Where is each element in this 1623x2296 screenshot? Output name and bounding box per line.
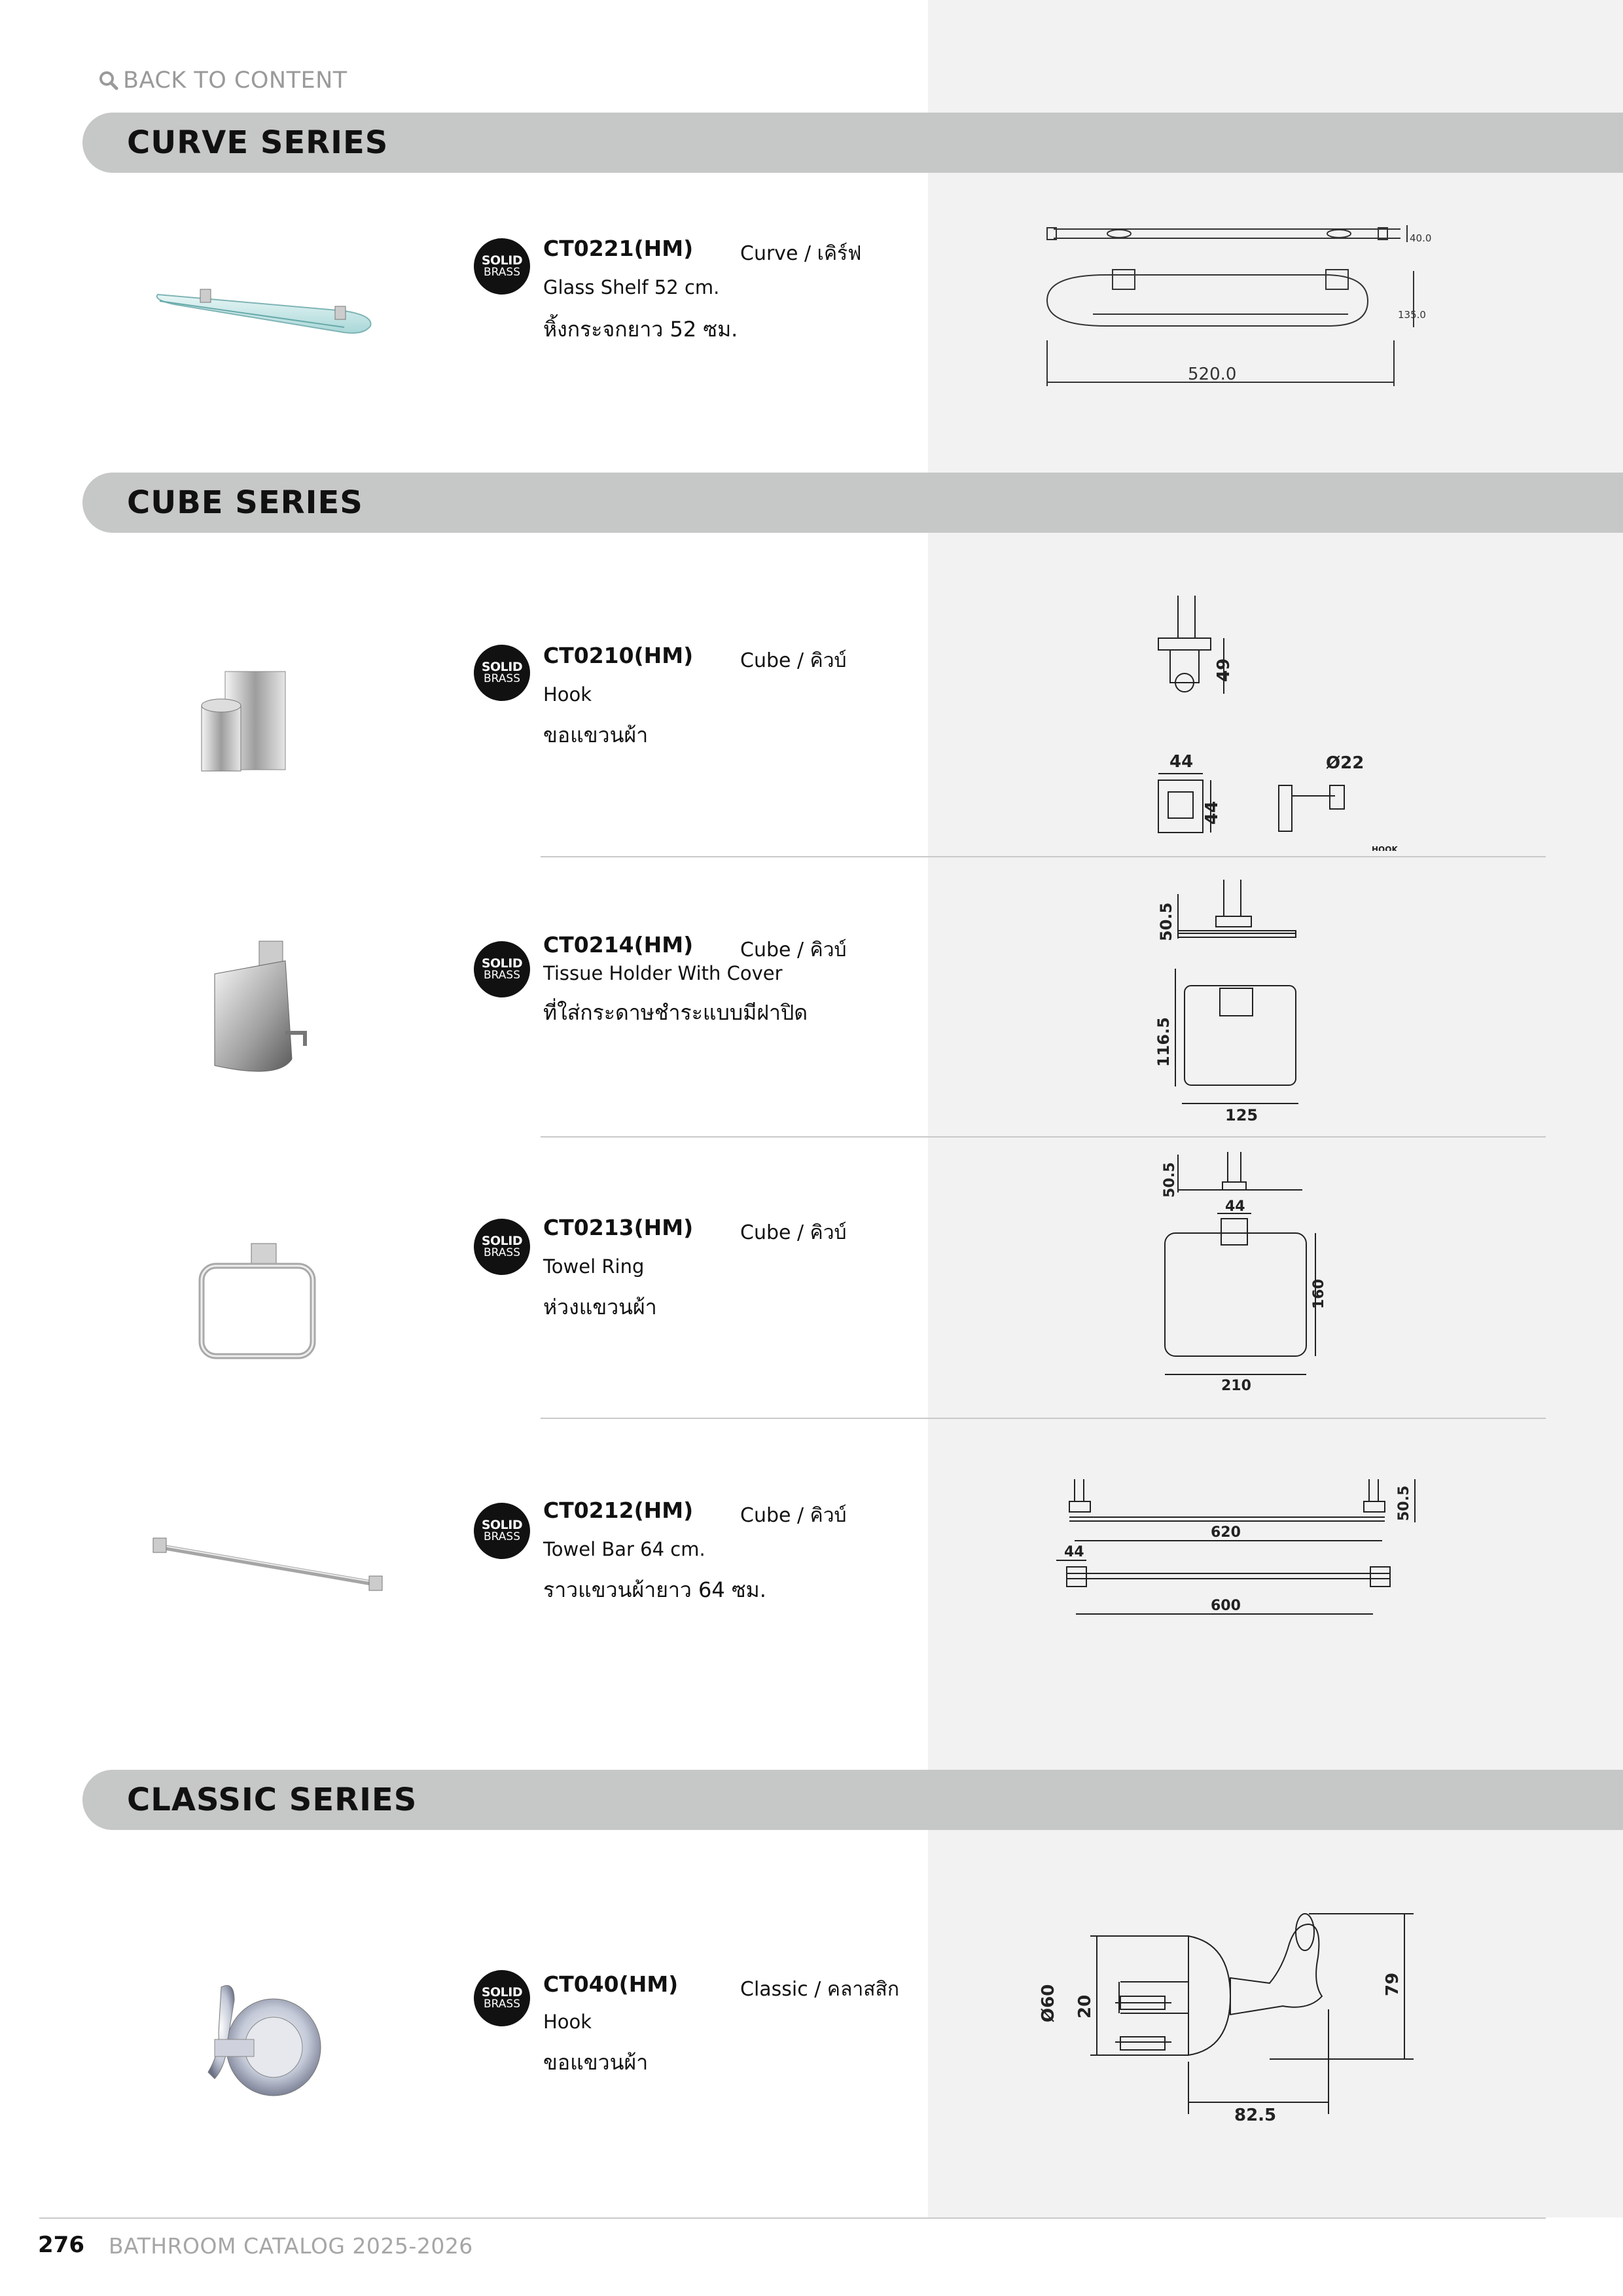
dim-depth: 50.5 — [1157, 902, 1175, 941]
product-name-th: ขอแขวนผ้า — [543, 723, 649, 747]
product-series: Curve / เคิร์ฟ — [740, 242, 862, 265]
product-name-th: ราวแขวนผ้ายาว 64 ซม. — [543, 1577, 766, 1602]
dim-bar: 600 — [1211, 1598, 1241, 1614]
dim-depth: 50.5 — [1396, 1485, 1412, 1521]
technical-drawing-ct0214 — [1139, 870, 1335, 1135]
dim-width: 210 — [1221, 1378, 1251, 1394]
product-divider — [541, 856, 1546, 857]
solid-brass-badge: SOLID BRASS — [474, 941, 530, 997]
product-series: Classic / คลาสสิก — [740, 1978, 900, 2001]
dim-overall: 620 — [1211, 1524, 1241, 1541]
product-name-en: Glass Shelf 52 cm. — [543, 276, 720, 298]
product-code: CT0210(HM) — [543, 643, 694, 668]
product-divider — [541, 1136, 1546, 1138]
product-photo-tissue-holder — [207, 935, 318, 1088]
solid-brass-badge: SOLID BRASS — [474, 238, 530, 295]
solid-brass-badge: SOLID BRASS — [474, 1970, 530, 2026]
product-name-th: ขอแขวนผ้า — [543, 2050, 649, 2075]
footer-divider — [39, 2217, 1546, 2219]
solid-brass-badge: SOLID BRASS — [474, 1503, 530, 1559]
product-photo-glass-shelf — [148, 281, 383, 350]
section-title: CUBE SERIES — [127, 484, 363, 521]
dim-diameter: Ø60 — [1039, 1984, 1058, 2022]
dim-diameter: Ø22 — [1326, 753, 1364, 773]
product-name-en: Towel Bar 64 cm. — [543, 1538, 705, 1560]
dim-width: 44 — [1169, 752, 1194, 772]
dim-height: 116.5 — [1154, 1017, 1173, 1067]
technical-drawing-ct0213 — [1139, 1152, 1335, 1403]
product-series: Cube / คิวบ์ — [740, 1504, 847, 1527]
dim-height: 135.0 — [1398, 309, 1426, 321]
section-title: CLASSIC SERIES — [127, 1782, 418, 1818]
technical-drawing-ct0221 — [1041, 216, 1433, 395]
dim-length: 520.0 — [1188, 365, 1237, 384]
section-header-curve — [82, 113, 1623, 173]
page-number: 276 — [38, 2232, 84, 2258]
technical-drawing-ct040 — [1034, 1898, 1427, 2156]
solid-brass-badge: SOLID BRASS — [474, 645, 530, 701]
catalog-title: BATHROOM CATALOG 2025-2026 — [109, 2233, 473, 2259]
dim-mount: 44 — [1225, 1198, 1245, 1215]
dim-height: 79 — [1383, 1972, 1402, 1996]
back-to-content-link[interactable] — [98, 64, 348, 97]
product-code: CT0221(HM) — [543, 236, 694, 261]
section-header-classic — [82, 1770, 1623, 1830]
dim-mount: 44 — [1064, 1544, 1084, 1560]
product-series: Cube / คิวบ์ — [740, 649, 847, 672]
section-title: CURVE SERIES — [127, 124, 389, 161]
dim-height: 160 — [1311, 1279, 1327, 1309]
product-photo-classic-hook — [188, 1974, 332, 2108]
dim-depth: 50.5 — [1162, 1162, 1178, 1198]
search-icon — [98, 70, 119, 91]
solid-brass-badge: SOLID BRASS — [474, 1219, 530, 1275]
product-name-th: ห่วงแขวนผ้า — [543, 1295, 657, 1319]
dim-width: 125 — [1225, 1106, 1258, 1124]
product-photo-hook — [194, 666, 292, 780]
product-name-en: Towel Ring — [543, 1255, 645, 1278]
technical-drawing-ct0210 — [1139, 589, 1427, 853]
dim-projection: 82.5 — [1234, 2106, 1277, 2125]
product-name-en: Hook — [543, 683, 592, 706]
product-code: CT0212(HM) — [543, 1498, 694, 1523]
product-name-en: Hook — [543, 2011, 592, 2033]
product-name-en: Tissue Holder With Cover — [543, 962, 783, 984]
product-divider — [541, 1418, 1546, 1419]
dim-depth: 44 — [1202, 800, 1222, 825]
product-code: CT0213(HM) — [543, 1215, 694, 1240]
product-code: CT040(HM) — [543, 1971, 679, 1997]
product-name-th: หิ้งกระจกยาว 52 ซม. — [543, 317, 738, 342]
product-photo-towel-ring — [195, 1229, 319, 1363]
product-code: CT0214(HM) — [543, 932, 694, 958]
drawing-label: HOOK — [1372, 845, 1398, 851]
dim-offset: 20 — [1075, 1994, 1095, 2018]
section-header-cube — [82, 473, 1623, 533]
product-name-th: ที่ใส่กระดาษชำระแบบมีฝาปิด — [543, 1000, 808, 1025]
dim-depth: 40.0 — [1410, 232, 1432, 244]
technical-drawing-ct0212 — [1047, 1475, 1427, 1641]
product-photo-towel-bar — [148, 1535, 390, 1597]
back-to-content-label: BACK TO CONTENT — [123, 67, 348, 94]
product-series: Cube / คิวบ์ — [740, 939, 847, 961]
dim-height: 49 — [1214, 658, 1234, 682]
product-series: Cube / คิวบ์ — [740, 1221, 847, 1244]
